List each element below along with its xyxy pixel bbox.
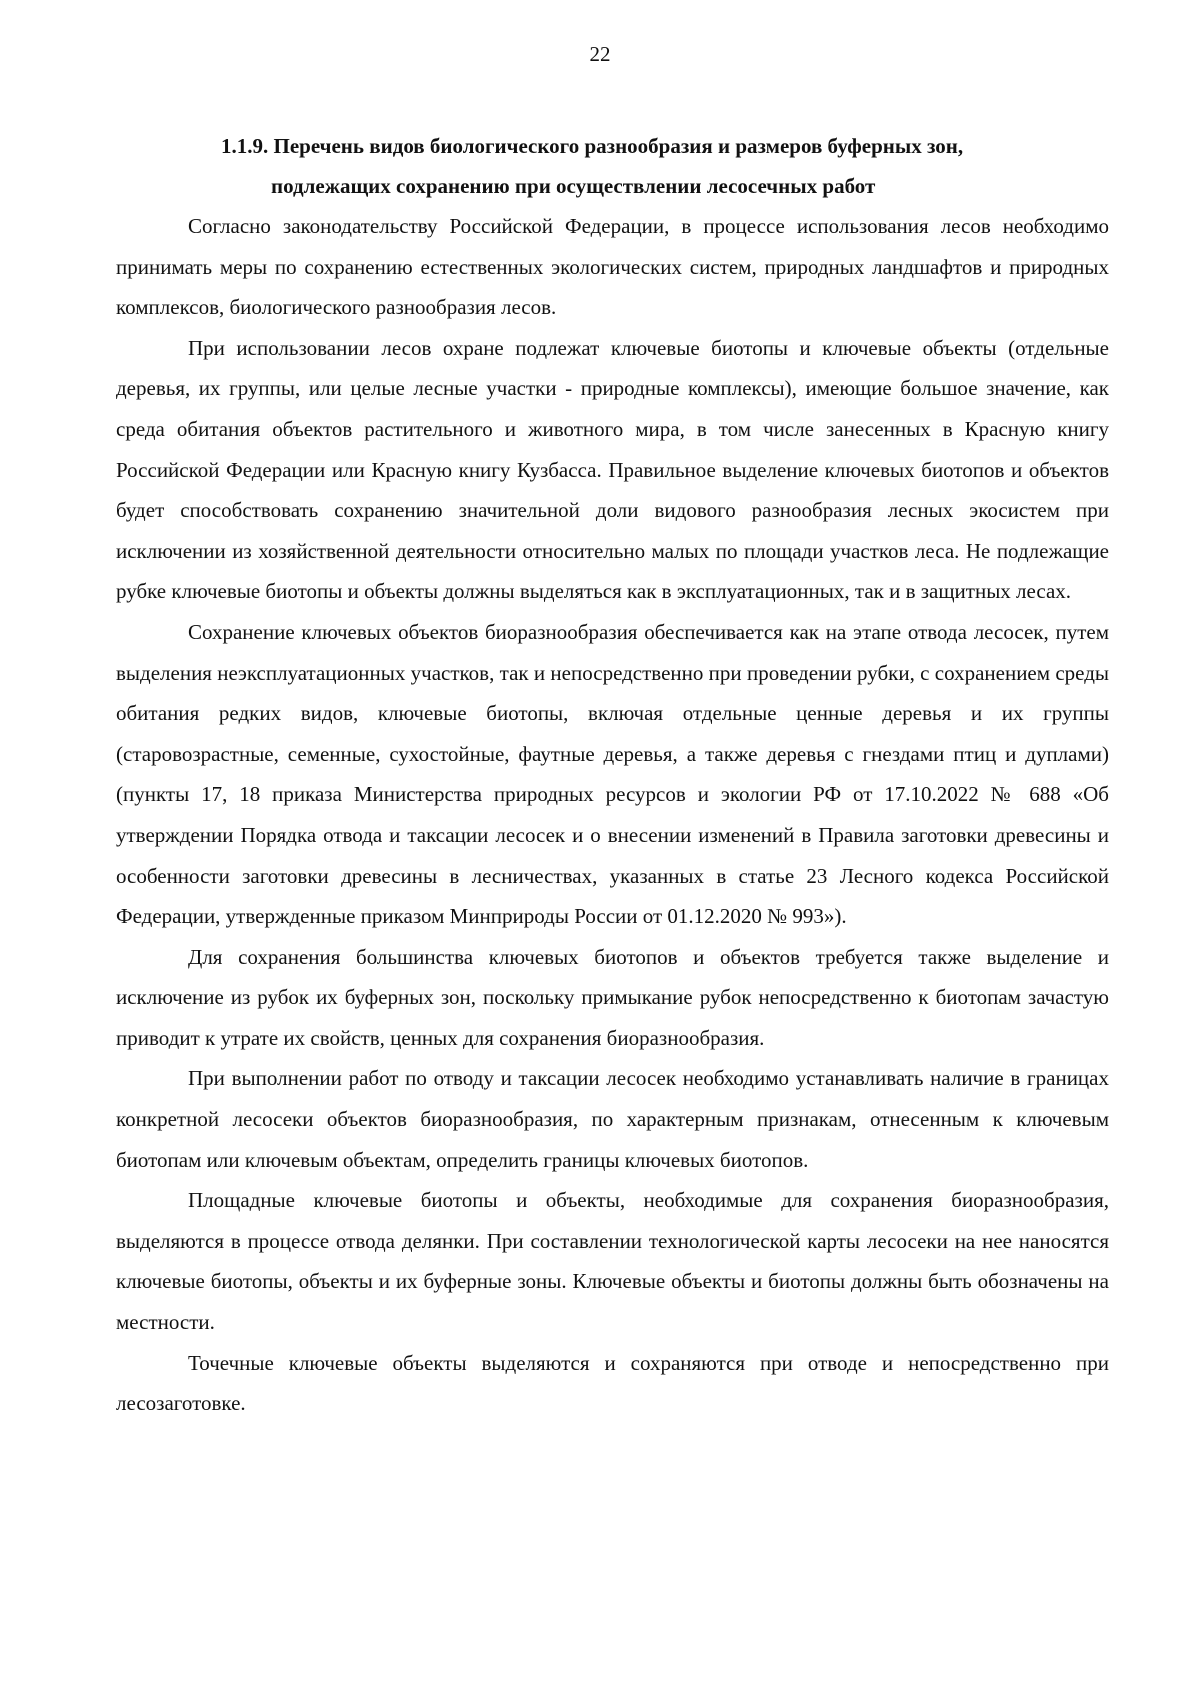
paragraph-biodiversity-conservation: Сохранение ключевых объектов биоразнообразия обеспечивается как на этапе отвода лесосек, путем выделения неэксплуатационных участков, так и непосредственно при проведении рубки, с сохранением среды обитания редких видов, ключевые биотопы, включая отдельные ценные деревья и их группы (старовозрастные, семенные, сухостойные, фаутные деревья, а также деревья с гнездами птиц и дуплами) (пункты 17, 18 приказа Министерства природных ресурсов и экологии РФ от 17.10.2022 № 688 «Об утверждении Порядка отвода и таксации лесосек и о внесении изменений в Правила заготовки древесины и особенности заготовки древесины в лесничествах, указанных в статье 23 Лесного кодекса Российской Федерации, утвержденные приказом Минприроды России от 01.12.2020 № 993»). xyxy=(116,619,1109,929)
section-heading-line-2: подлежащих сохранению при осуществлении лесосечных работ xyxy=(271,174,876,198)
paragraph-buffer-zones: Для сохранения большинства ключевых биотопов и объектов требуется также выделение и исключение из рубок их буферных зон, поскольку примыкание рубок непосредственно к биотопам зачастую приводит к утрате их свойств, ценных для сохранения биоразнообразия. xyxy=(116,944,1109,1050)
paragraph-point-objects: Точечные ключевые объекты выделяются и сохраняются при отводе и непосредственно при лесозаготовке. xyxy=(116,1350,1109,1416)
paragraph-protected-biotopes: При использовании лесов охране подлежат ключевые биотопы и ключевые объекты (отдельные деревья, их группы, или целые лесные участки - природные комплексы), имеющие большое значение, как среда обитания объектов растительного и животного мира, в том числе занесенных в Красную книгу Российской Федерации или Красную книгу Кузбасса. Правильное выделение ключевых биотопов и объектов будет способствовать сохранению значительной доли видового разнообразия лесных экосистем при исключении из хозяйственной деятельности относительно малых по площади участков леса. Не подлежащие рубке ключевые биотопы и объекты должны выделяться как в эксплуатационных, так и в защитных лесах. xyxy=(116,335,1109,604)
paragraph-area-biotopes: Площадные ключевые биотопы и объекты, необходимые для сохранения биоразнообразия, выделяются в процессе отвода делянки. При составлении технологической карты лесосеки на нее наносятся ключевые биотопы, объекты и их буферные зоны. Ключевые объекты и биотопы должны быть обозначены на местности. xyxy=(116,1188,1109,1335)
section-heading-line-1: 1.1.9. Перечень видов биологического разнообразия и размеров буферных зон, xyxy=(221,134,964,158)
paragraph-allotment-work: При выполнении работ по отводу и таксации лесосек необходимо устанавливать наличие в границах конкретной лесосеки объектов биоразнообразия, по характерным признакам, отнесенным к ключевым биотопам или ключевым объектам, определить границы ключевых биотопов. xyxy=(116,1066,1109,1172)
document-body xyxy=(116,126,1109,1424)
paragraph-legislation: Согласно законодательству Российской Федерации, в процессе использования лесов необходимо принимать меры по сохранению естественных экологических систем, природных ландшафтов и природных комплексов, биологического разнообразия лесов. xyxy=(116,214,1109,320)
section-heading xyxy=(116,126,1109,206)
page-number: 22 xyxy=(589,42,611,66)
